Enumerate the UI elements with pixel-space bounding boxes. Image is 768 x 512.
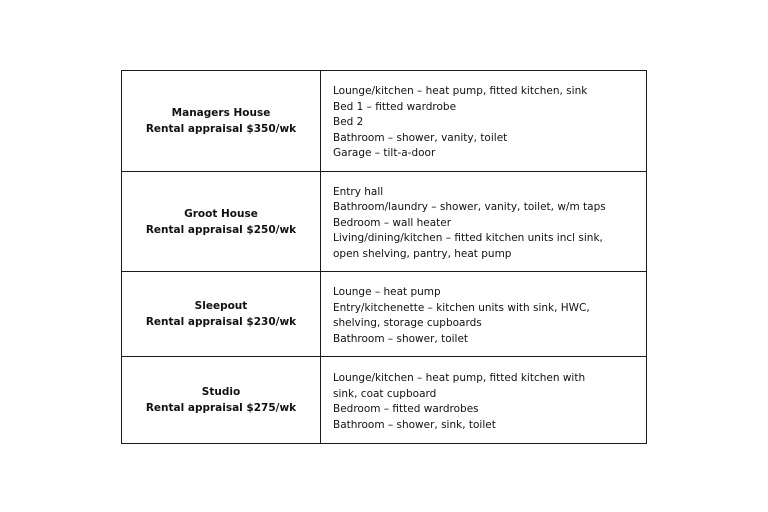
detail-line: Bathroom – shower, toilet [333, 332, 469, 345]
property-name-cell [122, 272, 321, 356]
property-details-cell [321, 272, 646, 356]
detail-line: shelving, storage cupboards [333, 317, 482, 329]
property-name: Groot House [184, 207, 258, 220]
table-row-sleepout [122, 272, 646, 357]
rental-appraisal: Rental appraisal $275/wk [145, 402, 297, 414]
property-name-cell [122, 71, 321, 171]
property-details-cell [321, 357, 646, 443]
property-table [121, 70, 647, 444]
detail-line: Lounge/kitchen – heat pump, fitted kitchen with [333, 372, 586, 384]
detail-line: Bedroom – fitted wardrobes [333, 403, 479, 415]
table-row-groot-house [122, 172, 646, 272]
detail-line: Bedroom – wall heater [333, 216, 452, 229]
detail-line: Bed 2 [333, 116, 364, 129]
rental-appraisal: Rental appraisal $350/wk [145, 123, 297, 135]
detail-line: Garage – tilt-a-door [333, 147, 436, 160]
detail-line: Bathroom/laundry – shower, vanity, toilet, w/m taps [333, 201, 606, 214]
detail-line: Entry hall [333, 185, 384, 198]
table-row-studio [122, 357, 646, 443]
detail-line: Lounge/kitchen – heat pump, fitted kitchen, sink [333, 85, 588, 98]
property-name: Managers House [171, 107, 271, 119]
detail-line: open shelving, pantry, heat pump [333, 247, 512, 260]
detail-line: Lounge – heat pump [333, 286, 441, 298]
detail-line: Bathroom – shower, sink, toilet [333, 418, 496, 431]
detail-line: Entry/kitchenette – kitchen units with sink, HWC, [333, 301, 590, 314]
detail-line: Living/dining/kitchen – fitted kitchen units incl sink, [333, 232, 603, 245]
property-name: Studio [201, 386, 241, 398]
table-row-managers-house [122, 71, 646, 172]
property-name: Sleepout [194, 300, 248, 312]
detail-line: Bathroom – shower, vanity, toilet [333, 131, 508, 144]
property-name-cell [122, 172, 321, 271]
property-details-cell [321, 172, 646, 271]
detail-line: Bed 1 – fitted wardrobe [333, 100, 457, 113]
property-details-cell [321, 71, 646, 171]
rental-appraisal: Rental appraisal $250/wk [145, 223, 297, 236]
rental-appraisal: Rental appraisal $230/wk [145, 316, 297, 328]
property-name-cell [122, 357, 321, 443]
detail-line: sink, coat cupboard [333, 387, 437, 400]
